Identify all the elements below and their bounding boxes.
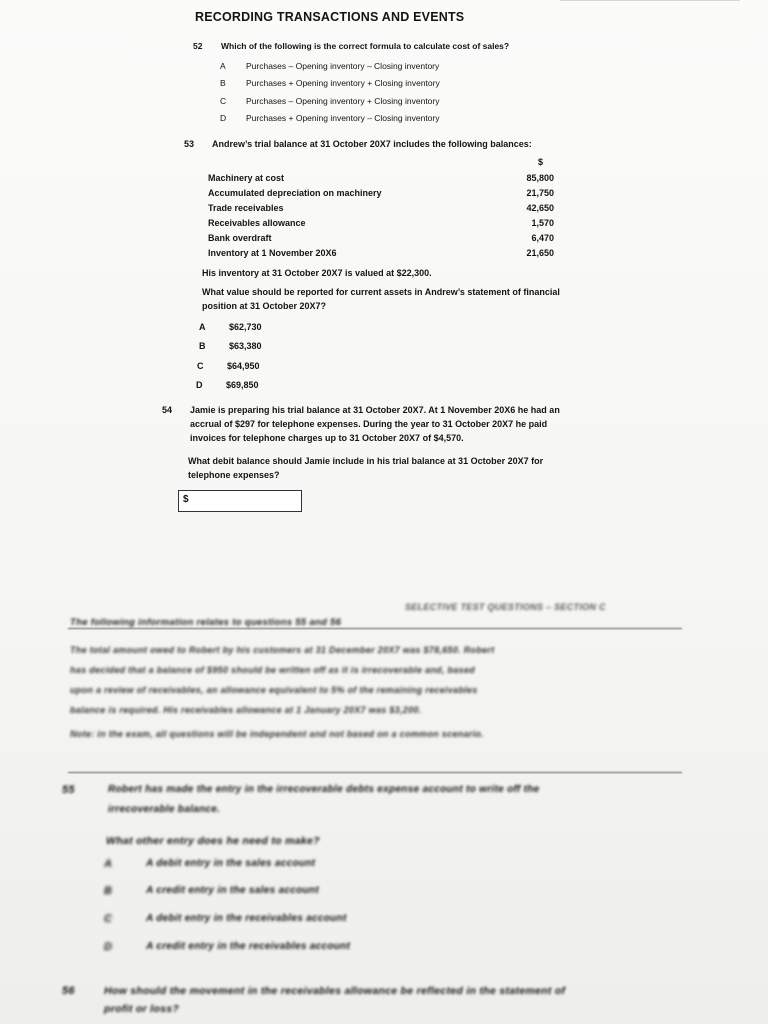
q56-number: 56 bbox=[62, 985, 75, 997]
answer-currency-prefix: $ bbox=[183, 494, 189, 505]
q55-line1: Robert has made the entry in the irrecoverable debts expense account to write off the bbox=[108, 784, 540, 795]
q52-option-c-text: Purchases – Opening inventory + Closing inventory bbox=[246, 96, 440, 106]
q54-number: 54 bbox=[162, 405, 173, 415]
section-header: SELECTIVE TEST QUESTIONS – SECTION C bbox=[405, 602, 606, 612]
q55-prompt: What other entry does he need to make? bbox=[106, 835, 320, 847]
q53-option-b-text: $63,380 bbox=[229, 341, 262, 351]
q53-balance-label: Machinery at cost bbox=[208, 173, 285, 183]
q54-line3: invoices for telephone charges up to 31 October 20X7 of $4,570. bbox=[190, 433, 464, 443]
q53-option-a-letter: A bbox=[199, 322, 206, 332]
q53-question: Andrew’s trial balance at 31 October 20X7 includes the following balances: bbox=[212, 139, 532, 149]
q55-option-c-letter: C bbox=[104, 913, 113, 925]
section-bottom-rule bbox=[68, 772, 682, 773]
section-body-line3: upon a review of receivables, an allowance equivalent to 5% of the remaining receivables bbox=[70, 685, 478, 695]
q54-prompt-line1: What debit balance should Jamie include in his trial balance at 31 October 20X7 for bbox=[188, 456, 544, 466]
section-body-line2: has decided that a balance of $950 should be written off as it is irrecoverable and, based bbox=[70, 665, 475, 675]
q54-answer-input[interactable] bbox=[178, 490, 302, 512]
section-body-line4: balance is required. His receivables allowance at 1 January 20X7 was $3,200. bbox=[70, 705, 422, 715]
q53-prompt-line1: What value should be reported for current assets in Andrew’s statement of financial bbox=[202, 287, 560, 297]
q53-prompt-line2: position at 31 October 20X7? bbox=[202, 301, 327, 311]
q52-number: 52 bbox=[193, 41, 203, 51]
q55-number: 55 bbox=[62, 784, 75, 796]
q55-option-b-letter: B bbox=[104, 885, 113, 897]
q52-option-b-text: Purchases + Opening inventory + Closing inventory bbox=[246, 78, 440, 88]
q52-question: Which of the following is the correct formula to calculate cost of sales? bbox=[221, 41, 510, 51]
q53-balance-value: 21,650 bbox=[526, 248, 554, 258]
q55-option-b-text: A credit entry in the sales account bbox=[146, 885, 319, 896]
q52-option-d-text: Purchases + Opening inventory – Closing inventory bbox=[246, 113, 440, 123]
q55-option-a-text: A debit entry in the sales account bbox=[146, 858, 316, 869]
q52-option-b-letter: B bbox=[220, 78, 226, 88]
q53-balance-label: Trade receivables bbox=[208, 203, 284, 213]
q54-line2: accrual of $297 for telephone expenses. During the year to 31 October 20X7 he paid bbox=[190, 419, 548, 429]
section-top-rule bbox=[68, 628, 682, 629]
q55-line2: irrecoverable balance. bbox=[108, 804, 221, 815]
q53-balance-value: 21,750 bbox=[526, 188, 554, 198]
q53-note: His inventory at 31 October 20X7 is valued at $22,300. bbox=[202, 268, 432, 278]
section-note: Note: in the exam, all questions will be independent and not based on a common scenario. bbox=[70, 729, 484, 739]
q55-option-c-text: A debit entry in the receivables account bbox=[146, 913, 347, 924]
q53-balance-value: 6,470 bbox=[531, 233, 554, 243]
q53-balance-label: Inventory at 1 November 20X6 bbox=[208, 248, 337, 258]
q53-balance-value: 42,650 bbox=[526, 203, 554, 213]
q54-line1: Jamie is preparing his trial balance at 31 October 20X7. At 1 November 20X6 he had an bbox=[190, 405, 560, 415]
section-intro: The following information relates to questions 55 and 56 bbox=[70, 617, 342, 628]
q53-balance-label: Bank overdraft bbox=[208, 233, 272, 243]
q53-option-d-letter: D bbox=[196, 380, 203, 390]
q56-line2: profit or loss? bbox=[104, 1003, 180, 1015]
q53-balance-label: Accumulated depreciation on machinery bbox=[208, 188, 382, 198]
section-body-line1: The total amount owed to Robert by his customers at 31 December 20X7 was $78,650. Robert bbox=[70, 645, 495, 655]
q52-option-d-letter: D bbox=[220, 113, 227, 123]
q53-currency: $ bbox=[538, 157, 544, 167]
q55-option-d-letter: D bbox=[104, 941, 113, 953]
q53-option-c-letter: C bbox=[197, 361, 204, 371]
q56-line1: How should the movement in the receivables allowance be reflected in the statement of bbox=[104, 985, 566, 997]
q53-number: 53 bbox=[184, 139, 195, 149]
q55-option-d-text: A credit entry in the receivables account bbox=[146, 941, 351, 952]
q52-option-a-letter: A bbox=[220, 61, 226, 71]
page-title: RECORDING TRANSACTIONS AND EVENTS bbox=[195, 10, 465, 24]
q52-option-a-text: Purchases – Opening inventory – Closing inventory bbox=[246, 61, 440, 71]
q55-option-a-letter: A bbox=[104, 858, 113, 870]
q53-balance-label: Receivables allowance bbox=[208, 218, 306, 228]
q54-prompt-line2: telephone expenses? bbox=[188, 470, 280, 480]
q53-option-d-text: $69,850 bbox=[226, 380, 259, 390]
page-edge-line bbox=[560, 0, 740, 11]
q53-option-a-text: $62,730 bbox=[229, 322, 262, 332]
q52-option-c-letter: C bbox=[220, 96, 227, 106]
q53-option-b-letter: B bbox=[199, 341, 206, 351]
q53-balance-value: 85,800 bbox=[526, 173, 554, 183]
q53-option-c-text: $64,950 bbox=[227, 361, 260, 371]
q53-balance-value: 1,570 bbox=[531, 218, 554, 228]
